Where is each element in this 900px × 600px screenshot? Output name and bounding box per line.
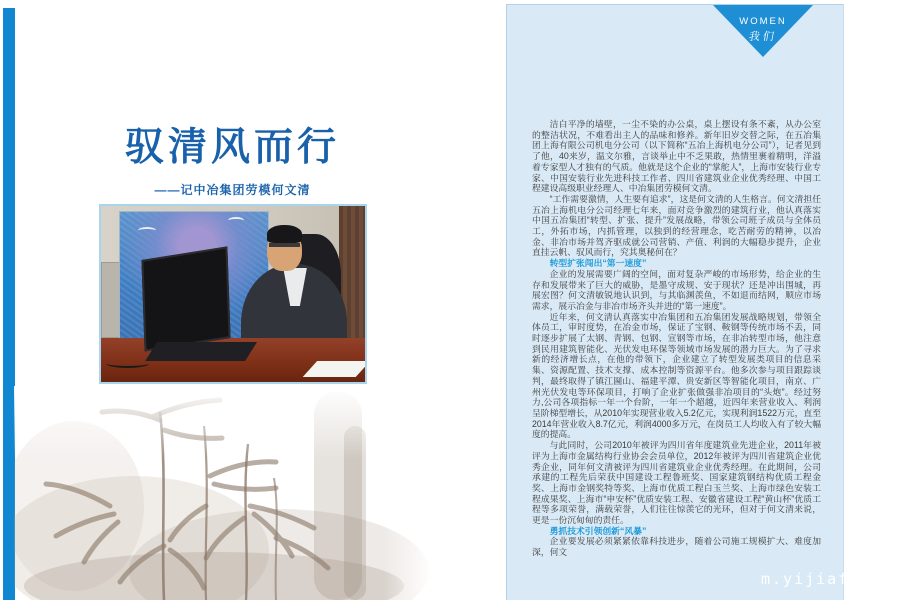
- section-heading: 勇抓技术引领创新“风暴”: [549, 525, 647, 536]
- section-tab: [713, 5, 813, 61]
- photo-laptop-base: [145, 342, 257, 361]
- photo-laptop-screen: [142, 247, 231, 352]
- photo-bird-mark: [228, 217, 244, 224]
- body-paragraph: 企业要发展必须紧紧依靠科技进步，随着公司施工规模扩大、难度加深，何文: [532, 536, 821, 558]
- right-page-panel: [506, 4, 861, 600]
- bamboo-ink-painting: [14, 386, 434, 600]
- photo-subject-glasses: [269, 243, 301, 247]
- body-paragraph: 洁白平净的墙壁，一尘不染的办公桌，桌上摆设有条不紊，从办公室的整洁状况，不难看出主人的品味和修养。新年旧岁交替之际，在五冶集团上海有限公司机电分公司（以下简称“五冶上海机电分公司”），记者见到了他，40来岁，温文尔雅，言谈举止中不乏果敢，热情里裹着精明，洋溢着专家型人才独有的气质。他就是这个企业的“掌舵人”，上海市安装行业专家、中国安装行业先进科技工作者、四川省建筑业企业优秀经理、中国工程建设高级职业经理人、中冶集团劳模何文清。: [532, 119, 821, 194]
- photo-cable: [106, 359, 148, 368]
- body-paragraph: 近年来，何文清认真落实中冶集团和五冶集团发展战略规划，带领全体员工，审时度势，在冶金市场，保证了宝钢、鞍钢等传统市场不丢，同时逐步扩展了太钢、青钢、包钢、宣钢等市场，在非冶转型市场，他注意到民用建筑智能化、光伏发电环保等领域市场发展的潜力巨大。为了寻求新的经济增长点，在他的带领下，企业建立了转型发展类项目的信息采集、资源配置、技术支撑、成本控制等资源平台。他多次参与项目跟踪谈判，最终取得了镇江圌山、福建平潭、贵安新区等智能化项目，南京、广州光伏发电等环保项目，打响了企业扩张做强非冶项目的“头炮”。经过努力,公司各项指标一年一个台阶，一年一个超越，近四年来营业收入、利润呈阶梯型增长，从2010年实现营业收入5.2亿元，实现利润1522万元，直至2014年营业收入8.7亿元，利润4000多万元，在岗员工人均收入有了较大幅度的提高。: [532, 311, 821, 440]
- section-heading: 转型扩张闯出“第一速度”: [549, 258, 647, 269]
- body-paragraph: 与此同时，公司2010年被评为四川省年度建筑业先进企业，2011年被评为上海市金属结构行业协会会员单位，2012年被评为四川省建筑企业优秀企业，同年何文清被评为四川省建筑业企业优秀经理。在此期间，公司承建的工程先后荣获中国建设工程鲁班奖、国家建筑钢结构优质工程金奖、上海市金钢奖特等奖、上海市优质工程白玉兰奖、上海市绿色安装工程成果奖、上海市“申安杯”优质安装工程、安徽省建设工程“黄山杯”优质工程等多项荣誉，满载荣誉，人们往往惊羡它的光环，但对于何文清来说，更是一份沉甸甸的责任。: [532, 440, 821, 526]
- article-subtitle: ——记中冶集团劳模何文清: [154, 183, 311, 197]
- site-watermark: m.yijiaf.: [761, 570, 861, 588]
- photo-subject-hair: [267, 225, 301, 243]
- tab-label-en: WOMEN: [739, 16, 787, 27]
- article-title: 驭清风而行: [124, 126, 340, 169]
- body-paragraph: “工作需要激情，人生要有追求”，这是何文清的人生格言。何文清担任五冶上海机电分公司经理七年来，面对竞争激烈的建筑行业，他认真落实中国五冶集团“转型、扩张、提升”发展战略，带领公司班子成员与全体员工，外拓市场，内抓管理，以独到的经营理念，吃苦耐劳的精神，以冶金、非冶市场并驾齐驱成就公司营销、产值、利润的大幅稳步提升，企业直挂云帆、驭风而行，究其奥秘何在？: [532, 193, 821, 258]
- tab-label-zh: 我们: [747, 31, 778, 43]
- portrait-photo: [99, 204, 367, 384]
- article-body: [532, 119, 821, 558]
- bamboo-fade-overlay: [14, 386, 434, 600]
- body-paragraph: 企业的发展需要广阔的空间，面对复杂严峻的市场形势，给企业的生存和发展带来了巨大的威胁，是墨守成规、安于现状？还是冲出围城，再展宏图？何文清敏锐地认识到，与其临渊羡鱼，不如退而结网，顺应市场需求，展示冶金与非冶市场齐头并进的“第一速度”。: [532, 268, 821, 311]
